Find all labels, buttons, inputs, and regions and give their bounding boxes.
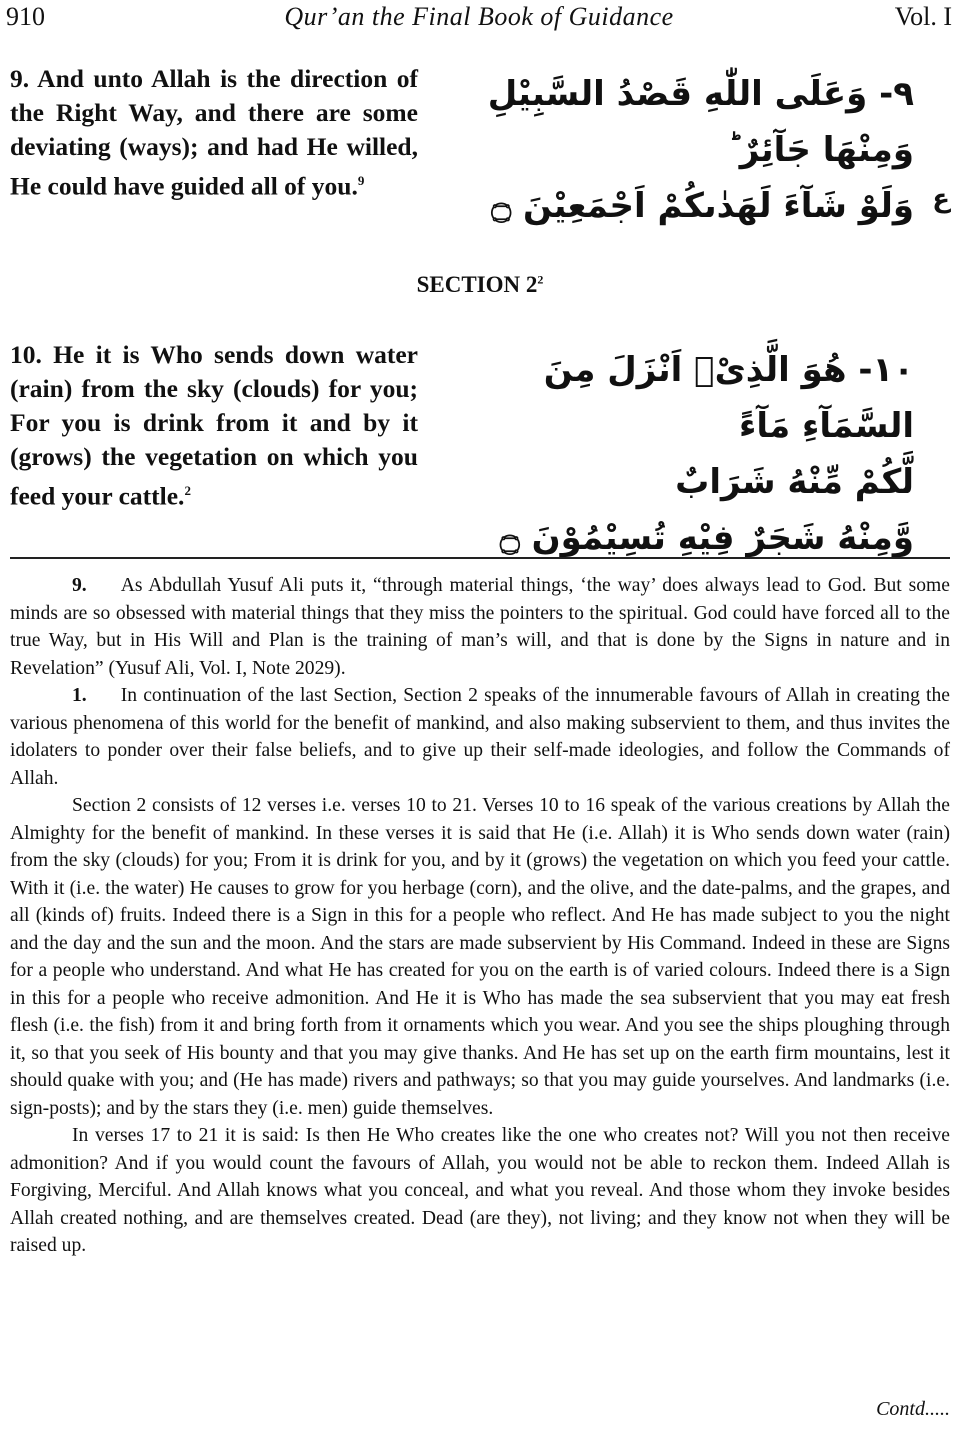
page-number: 910 [6,2,45,31]
footnote-paragraph [10,682,950,792]
ruku-margin-mark: ع [932,184,950,214]
verse-9-arabic-line-2: وَمِنْهَا جَآئِرٌ ؕ [727,130,914,170]
section-footnote-ref: 2 [537,272,544,287]
verse-10-arabic-line-1: ۱۰- هُوَ الَّذِىْۤ اَنْزَلَ مِنَ السَّمَآءِ مَآءً [543,350,914,446]
footnote-text: In verses 17 to 21 it is said: Is then He Who creates like the one who creates not? Will you not then receive admonition? And if you would count the favours of Allah, you would not be able to reckon them. Indeed Allah is Forgiving, Merciful. And Allah knows what you conceal, and what you reveal. And those whom they invoke besides Allah created nothing, and are themselves created. Dead (are they), not living; and they know not when they will be raised up. [10,1125,950,1256]
footnote-text: As Abdullah Yusuf Ali puts it, “through material things, ‘the way’ does always lead to God. But some minds are so obsessed with material things that they miss the pointers to the spiritual. God could have forced all to the true Way, but in His Will and Plan is the training of man’s will, and that is done by the Signs in nature and in Revelation” (Yusuf Ali, Vol. I, Note 2029). [10,575,950,679]
footnote-number: 1. [72,685,87,706]
book-title: Qur’an the Final Book of Guidance [284,2,674,31]
footnote-divider [10,557,950,559]
verse-10-text: 10. He it is Who sends down water (rain) from the sky (clouds) for you; For you is drink from it and by it (grows) the vegetation on which you feed your cattle. [10,340,418,511]
verse-10-arabic-line-2: لَّكُمْ مِّنْهُ شَرَابٌ [675,462,914,502]
footnote-text: In continuation of the last Section, Section 2 speaks of the innumerable favours of Allah in creating the various phenomena of this world for the benefit of mankind, and also making subservient to them, and thus invites the idolaters to ponder over their false beliefs, and to give up their self-made ideologies, and follow the Commands of Allah. [10,685,950,789]
page-header [6,2,952,36]
verse-9-english [10,62,418,204]
verse-9-arabic [434,66,914,234]
verse-9-footnote-ref: 9 [357,173,365,188]
verse-10-arabic [434,342,914,566]
footnote-paragraph [10,572,950,682]
section-heading [0,272,960,298]
verse-9-arabic-line-1: ۹- وَعَلَى اللّٰهِ قَصْدُ السَّبِيْلِ [487,74,914,114]
verse-9-arabic-line-3: وَلَوْ شَآءَ لَهَدٰىكُمْ اَجْمَعِيْنَ ۝ [491,186,914,226]
footnote-text: Section 2 consists of 12 verses i.e. verses 10 to 21. Verses 10 to 16 speak of the various creations by Allah the Almighty for the benefit of mankind. In these verses it is said that He (i.e. Allah) it is Who sends down water (rain) from the sky (clouds) for you; From it is drink for you, and by it (grows) the vegetation on which you feed your cattle. With it (i.e. the water) He causes to grow for you herbage (corn), and the olive, and the date-palms, and the grapes, and all (kinds of) fruits. Indeed there is a Sign in this for a people who reflect. And He has made subject to you the night and the day and the sun and the moon. And the stars are made subservient by His Command. Indeed in these are Signs for a people who understand. And what He has created for you on the earth is of varied colours. Indeed there is a Sign in this for a people who receive admonition. And He it is Who has made the sea subservient that you may eat fresh flesh (i.e. the fish) from it and bring forth from it ornaments which you wear. And you see the ships ploughing through it, so that you seek of His bounty and that you may give thanks. And He has set up on the earth firm mountains, lest it should quake with you; and (He has made) rivers and pathways; so that you may guide yourselves. And landmarks (i.e. sign-posts); and by the stars they (i.e. men) guide themselves. [10,795,950,1119]
verse-10-arabic-line-3: وَّمِنْهُ شَجَرٌ فِيْهِ تُسِيْمُوْنَ ۝ [499,518,914,558]
verse-10-row [10,338,950,558]
verse-9-row [10,62,950,242]
footnote-paragraph [10,792,950,1122]
footnote-number: 9. [72,575,87,596]
verse-9-text: 9. And unto Allah is the direction of the Right Way, and there are some deviating (ways); and had He willed, He could have guided all of you. [10,64,418,201]
continued-label: Contd..... [876,1398,950,1420]
section-heading-text: SECTION 2 [416,272,538,297]
footnotes [10,572,950,1260]
verse-10-english [10,338,418,514]
footnote-paragraph [10,1122,950,1260]
volume-label: Vol. I [894,2,952,31]
verse-10-footnote-ref: 2 [184,483,191,498]
